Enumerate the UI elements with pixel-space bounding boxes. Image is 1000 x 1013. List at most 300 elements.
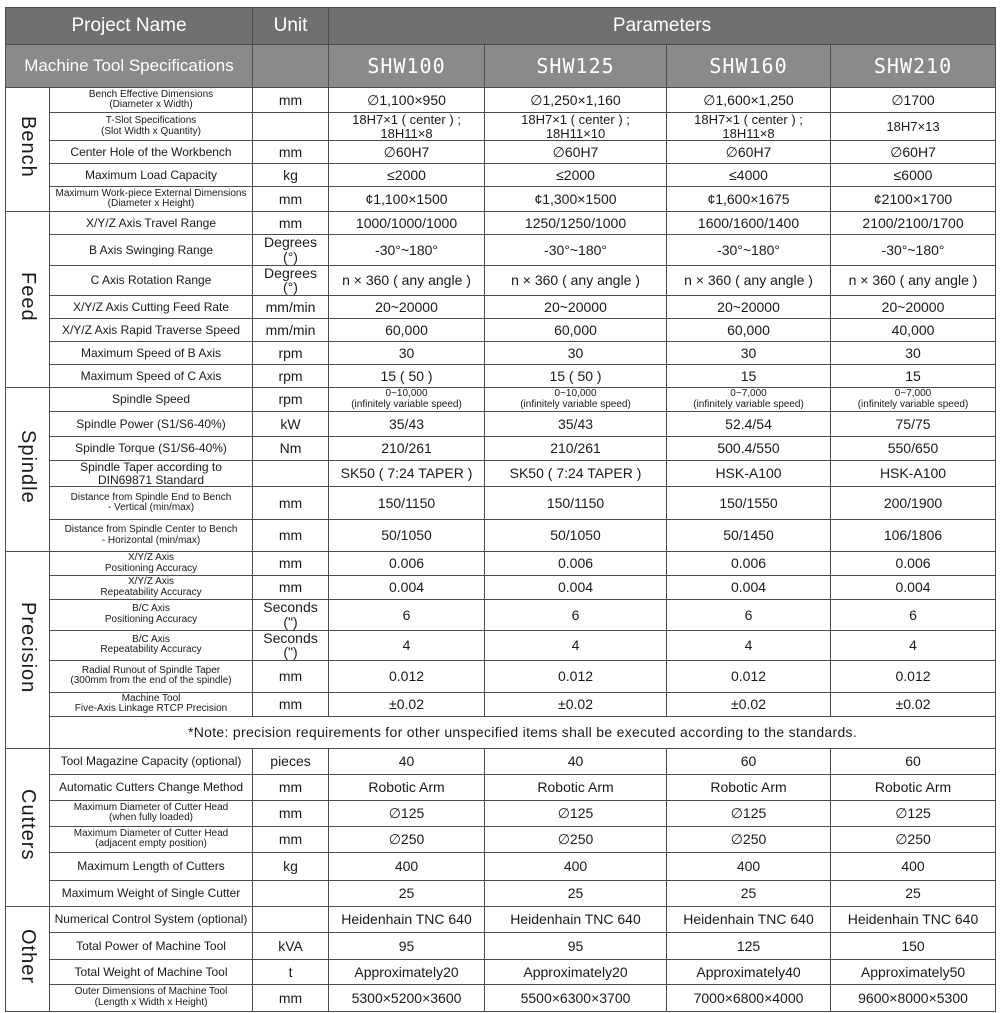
- value: Robotic Arm: [537, 779, 614, 796]
- value: 40: [567, 753, 584, 770]
- spec-name: X/Y/Z Axis: [127, 552, 175, 564]
- value: 210/261: [381, 440, 432, 457]
- value: ∅125: [730, 805, 767, 822]
- value: 95: [398, 937, 415, 954]
- value: ≤6000: [893, 166, 933, 183]
- value-cell: [667, 113, 831, 141]
- table-row: [6, 461, 996, 487]
- spec-name: B/C Axis: [132, 603, 170, 615]
- group-label-cell: [6, 552, 50, 749]
- table-row: [6, 959, 996, 984]
- value: Heidenhain TNC 640: [847, 911, 979, 928]
- spec-name: Radial Runout of Spindle Taper: [81, 664, 221, 676]
- value: 20~20000: [717, 298, 780, 315]
- unit-cell: kg: [253, 164, 329, 187]
- spec-name-sub: Positioning Accuracy: [104, 613, 198, 625]
- value: ¢2100×1700: [873, 190, 953, 207]
- spec-name-sub: (300mm from the end of the spindle): [70, 675, 232, 687]
- spec-name-cell: [50, 319, 253, 342]
- value-cell: [485, 660, 667, 692]
- value: 0.006: [388, 555, 425, 572]
- value-cell: [329, 748, 485, 774]
- spec-name-cell: [50, 552, 253, 576]
- table-row: [6, 630, 996, 660]
- table-row: [6, 660, 996, 692]
- value: ∅125: [388, 805, 425, 822]
- value-cell: [667, 800, 831, 826]
- value: 0~10,000: [385, 388, 428, 400]
- group-label: Bench: [17, 116, 39, 178]
- value: 0.012: [557, 668, 594, 685]
- value-cell: [485, 880, 667, 906]
- value-cell: [831, 906, 996, 932]
- value-cell: [831, 212, 996, 235]
- spec-name-cell: [50, 826, 253, 852]
- value-sub: (infinitely variable speed): [351, 398, 462, 410]
- value: n × 360 ( any angle ): [684, 272, 813, 288]
- value-cell: [667, 235, 831, 265]
- unit-cell: mm: [253, 487, 329, 520]
- value: 4: [402, 636, 411, 653]
- value-cell: [329, 296, 485, 319]
- value-cell: [329, 826, 485, 852]
- table-row: [6, 932, 996, 959]
- value: 1000/1000/1000: [355, 214, 458, 231]
- value-cell: [667, 880, 831, 906]
- value: 40,000: [891, 321, 935, 338]
- value: 210/261: [550, 440, 601, 457]
- value-sub: 18H11×8: [380, 125, 433, 141]
- value: ∅60H7: [725, 143, 772, 160]
- spec-name-cell: [50, 852, 253, 880]
- project-name-header: Project Name: [6, 8, 253, 45]
- value: 400: [394, 858, 419, 875]
- value-cell: [831, 984, 996, 1011]
- model-header: SHW160: [667, 45, 831, 88]
- value: 6: [402, 606, 411, 623]
- value-cell: [831, 235, 996, 265]
- value-cell: [831, 319, 996, 342]
- unit-cell: Seconds ("): [253, 600, 329, 630]
- value: 18H7×1 ( center ) ;: [352, 112, 461, 127]
- value: ∅250: [388, 831, 425, 848]
- value-cell: [485, 265, 667, 295]
- value-cell: [485, 113, 667, 141]
- spec-name: X/Y/Z Axis Rapid Traverse Speed: [61, 322, 241, 337]
- unit-cell: mm/min: [253, 296, 329, 319]
- value: 0.006: [895, 555, 931, 572]
- value: 35/43: [557, 415, 594, 432]
- unit-cell: [253, 113, 329, 141]
- unit-cell: rpm: [253, 388, 329, 412]
- value-cell: [831, 576, 996, 600]
- spec-name: Maximum Length of Cutters: [77, 859, 225, 874]
- value-cell: [329, 141, 485, 164]
- value-cell: [831, 265, 996, 295]
- unit-cell: mm: [253, 552, 329, 576]
- value: 30: [567, 344, 584, 361]
- value-sub: 18H11×10: [545, 125, 606, 141]
- table-row: [6, 296, 996, 319]
- value-cell: [667, 552, 831, 576]
- value-cell: [485, 959, 667, 984]
- unit-cell: kVA: [253, 932, 329, 959]
- value-cell: [831, 932, 996, 959]
- value: 1600/1600/1400: [697, 214, 800, 231]
- table-row: [6, 141, 996, 164]
- table-row: [6, 365, 996, 388]
- value: ∅125: [557, 805, 594, 822]
- spec-name: Machine Tool: [121, 692, 181, 704]
- spec-name-cell: [50, 365, 253, 388]
- value: 0~7,000: [894, 388, 932, 400]
- group-label: Precision: [17, 601, 39, 694]
- value: ∅60H7: [890, 143, 936, 160]
- value-cell: [329, 630, 485, 660]
- spec-body: [6, 88, 996, 1012]
- value-cell: [831, 164, 996, 187]
- value: 50/1050: [381, 527, 432, 544]
- group-label: Cutters: [17, 789, 39, 861]
- value: 0.004: [557, 579, 594, 596]
- value: 150: [901, 937, 925, 954]
- value: 0.004: [388, 579, 425, 596]
- value: 30: [905, 344, 921, 361]
- value: 106/1806: [883, 527, 943, 544]
- value-cell: [831, 296, 996, 319]
- spec-table: [5, 7, 996, 1012]
- unit-cell: mm/min: [253, 319, 329, 342]
- table-row: [6, 906, 996, 932]
- value: n × 360 ( any angle ): [511, 272, 640, 288]
- value: 5300×5200×3600: [351, 989, 462, 1006]
- value-cell: [831, 748, 996, 774]
- spec-name: Maximum Load Capacity: [84, 167, 218, 182]
- value: 1250/1250/1000: [524, 214, 627, 231]
- spec-name-sub: (Diameter x Width): [109, 99, 193, 110]
- value: 550/650: [887, 440, 939, 457]
- table-row: [6, 520, 996, 552]
- spec-name-sub: Repeatability Accuracy: [100, 644, 202, 656]
- value: ¢1,100×1500: [365, 190, 448, 207]
- value-cell: [485, 692, 667, 716]
- value-cell: [667, 388, 831, 412]
- value: 9600×8000×5300: [858, 989, 968, 1006]
- table-row: [6, 880, 996, 906]
- value-cell: [667, 660, 831, 692]
- value-cell: [485, 187, 667, 212]
- model-header: SHW125: [485, 45, 667, 88]
- value-cell: [485, 235, 667, 265]
- value-cell: [667, 692, 831, 716]
- spec-name-sub: Repeatability Accuracy: [100, 586, 202, 598]
- value-cell: [329, 88, 485, 113]
- value: 75/75: [895, 415, 931, 432]
- value: 400: [901, 858, 925, 875]
- table-row: [6, 487, 996, 520]
- value: 25: [905, 885, 921, 902]
- value-cell: [831, 552, 996, 576]
- spec-name-cell: [50, 342, 253, 365]
- table-row: [6, 388, 996, 412]
- value: Approximately50: [860, 963, 966, 980]
- unit-cell: mm: [253, 984, 329, 1011]
- value-cell: [329, 388, 485, 412]
- group-label: Other: [17, 928, 39, 984]
- value: 0.006: [557, 555, 594, 572]
- value: 500.4/550: [717, 440, 780, 457]
- machine-tool-specifications-header: Machine Tool Specifications: [6, 45, 253, 88]
- value-cell: [831, 692, 996, 716]
- table-row: [6, 984, 996, 1011]
- value-cell: [329, 235, 485, 265]
- value: HSK-A100: [879, 465, 947, 482]
- group-label-cell: [6, 388, 50, 552]
- value: 60,000: [727, 321, 770, 338]
- spec-name-cell: [50, 296, 253, 319]
- value: Robotic Arm: [368, 779, 445, 796]
- value: n × 360 ( any angle ): [848, 272, 978, 288]
- unit-cell: pieces: [253, 748, 329, 774]
- table-row: [6, 437, 996, 461]
- value-cell: [667, 487, 831, 520]
- value-cell: [667, 141, 831, 164]
- spec-name-cell: [50, 984, 253, 1011]
- model-row: [6, 45, 996, 88]
- value: -30°~180°: [717, 241, 780, 258]
- unit-cell: t: [253, 959, 329, 984]
- spec-name-cell: [50, 235, 253, 265]
- value-cell: [329, 342, 485, 365]
- spec-name: Tool Magazine Capacity (optional): [60, 754, 242, 769]
- value: 18H7×13: [886, 118, 940, 134]
- spec-name: Spindle Power (S1/S6-40%): [76, 416, 226, 431]
- unit-cell: rpm: [253, 365, 329, 388]
- group-label-cell: [6, 906, 50, 1011]
- spec-name-cell: [50, 932, 253, 959]
- group-label-cell: [6, 748, 50, 906]
- value-cell: [329, 660, 485, 692]
- value-cell: [667, 576, 831, 600]
- value: 60: [740, 753, 757, 770]
- spec-name: Maximum Speed of C Axis: [80, 368, 222, 383]
- value-cell: [485, 932, 667, 959]
- value-cell: [667, 906, 831, 932]
- value-cell: [667, 437, 831, 461]
- value: ∅250: [557, 831, 594, 848]
- spec-name: Outer Dimensions of Machine Tool: [74, 986, 228, 998]
- value: 35/43: [388, 415, 425, 432]
- unit-cell: kg: [253, 852, 329, 880]
- value-cell: [831, 880, 996, 906]
- value-cell: [485, 296, 667, 319]
- table-row: [6, 265, 996, 295]
- value: Heidenhain TNC 640: [510, 911, 641, 928]
- spec-name-cell: [50, 164, 253, 187]
- value: ¢1,300×1500: [534, 190, 617, 207]
- value-cell: [667, 461, 831, 487]
- spec-name: B/C Axis: [132, 633, 170, 645]
- value: 18H7×1 ( center ) ;: [694, 112, 803, 127]
- unit-cell: [253, 880, 329, 906]
- spec-name: Spindle Speed: [111, 392, 191, 407]
- value-cell: [329, 774, 485, 800]
- unit-cell: mm: [253, 800, 329, 826]
- value: ∅250: [730, 831, 767, 848]
- value: 0~7,000: [730, 388, 767, 400]
- value-cell: [831, 800, 996, 826]
- unit-cell: mm: [253, 692, 329, 716]
- value: Approximately40: [696, 963, 801, 980]
- value: ∅1,600×1,250: [703, 91, 794, 108]
- value-cell: [831, 959, 996, 984]
- value: 0.012: [388, 668, 425, 685]
- value: Robotic Arm: [874, 779, 952, 796]
- value-cell: [329, 487, 485, 520]
- value: 400: [736, 858, 761, 875]
- value-cell: [667, 212, 831, 235]
- value-cell: [831, 187, 996, 212]
- spec-name-sub: Five-Axis Linkage RTCP Precision: [74, 703, 228, 715]
- value: 200/1900: [883, 494, 943, 511]
- value: ∅125: [895, 805, 931, 822]
- model-header: SHW210: [831, 45, 996, 88]
- value: Heidenhain TNC 640: [683, 911, 814, 928]
- spec-name: Spindle Torque (S1/S6-40%): [75, 441, 227, 456]
- value: 5500×6300×3700: [520, 989, 631, 1006]
- value: 60,000: [554, 321, 597, 338]
- value-cell: [329, 880, 485, 906]
- value: ±0.02: [895, 696, 931, 713]
- value-cell: [485, 437, 667, 461]
- value-cell: [667, 959, 831, 984]
- value: Heidenhain TNC 640: [341, 911, 472, 928]
- value-cell: [485, 748, 667, 774]
- value: 25: [567, 885, 584, 902]
- spec-name: Automatic Cutters Change Method: [58, 780, 244, 795]
- table-row: [6, 600, 996, 630]
- spec-name-cell: [50, 880, 253, 906]
- value-cell: [485, 141, 667, 164]
- value: -30°~180°: [375, 241, 438, 258]
- value-cell: [329, 576, 485, 600]
- unit-cell: Degrees (°): [253, 235, 329, 265]
- unit-cell: mm: [253, 774, 329, 800]
- value: 400: [563, 858, 588, 875]
- spec-name-sub: (when fully loaded): [109, 812, 193, 824]
- value: 2100/2100/1700: [862, 214, 964, 231]
- spec-name-sub: - Horizontal (min/max): [101, 534, 201, 546]
- value-cell: [667, 88, 831, 113]
- unit-blank-header: [253, 45, 329, 88]
- value: ∅60H7: [383, 143, 430, 160]
- spec-name-cell: [50, 576, 253, 600]
- value: 6: [744, 606, 753, 623]
- unit-cell: rpm: [253, 342, 329, 365]
- value-cell: [667, 826, 831, 852]
- spec-name: T-Slot Specifications: [105, 115, 197, 127]
- unit-cell: Seconds ("): [253, 630, 329, 660]
- value: ∅60H7: [552, 143, 599, 160]
- value-cell: [831, 630, 996, 660]
- value-cell: [329, 552, 485, 576]
- value-cell: [667, 365, 831, 388]
- value-cell: [831, 141, 996, 164]
- spec-name-cell: [50, 487, 253, 520]
- value-cell: [831, 660, 996, 692]
- value: 4: [571, 636, 580, 653]
- value-cell: [667, 187, 831, 212]
- value-cell: [329, 520, 485, 552]
- spec-name: Maximum Diameter of Cutter Head: [73, 827, 229, 839]
- value-sub: 18H11×8: [722, 125, 775, 141]
- spec-name: Center Hole of the Workbench: [70, 144, 232, 159]
- value-cell: [667, 774, 831, 800]
- value-cell: [329, 113, 485, 141]
- spec-name: C Axis Rotation Range: [90, 273, 212, 288]
- value: 50/1050: [550, 527, 601, 544]
- value-cell: [485, 88, 667, 113]
- spec-name-sub: - Vertical (min/max): [107, 502, 195, 514]
- spec-name: Distance from Spindle Center to Bench: [64, 524, 238, 536]
- value-cell: [485, 520, 667, 552]
- spec-name: X/Y/Z Axis Cutting Feed Rate: [72, 299, 230, 314]
- value-cell: [329, 319, 485, 342]
- spec-name: Numerical Control System (optional): [54, 912, 248, 927]
- value-cell: [485, 164, 667, 187]
- value: ±0.02: [558, 696, 593, 713]
- value-cell: [485, 774, 667, 800]
- spec-name-cell: [50, 412, 253, 437]
- value-cell: [329, 365, 485, 388]
- value-cell: [485, 826, 667, 852]
- value-cell: [831, 774, 996, 800]
- unit-cell: Degrees (°): [253, 265, 329, 295]
- value: 30: [740, 344, 757, 361]
- value-cell: [831, 487, 996, 520]
- value: 150/1150: [546, 494, 605, 511]
- spec-name: Maximum Weight of Single Cutter: [61, 886, 241, 901]
- table-row: [6, 576, 996, 600]
- spec-name-cell: [50, 88, 253, 113]
- value-cell: [329, 932, 485, 959]
- value: 52.4/54: [725, 415, 772, 432]
- value-cell: [485, 412, 667, 437]
- spec-name-cell: [50, 959, 253, 984]
- table-row: [6, 774, 996, 800]
- table-row: [6, 412, 996, 437]
- spec-name-cell: [50, 630, 253, 660]
- spec-name-cell: [50, 388, 253, 412]
- spec-name: X/Y/Z Axis Travel Range: [85, 215, 217, 230]
- spec-name-cell: [50, 774, 253, 800]
- value: ∅1700: [891, 91, 935, 108]
- spec-name-cell: [50, 141, 253, 164]
- precision-note: *Note: precision requirements for other unspecified items shall be executed according to the standards.: [50, 716, 996, 748]
- group-label-cell: [6, 212, 50, 388]
- unit-cell: Nm: [253, 437, 329, 461]
- value-cell: [485, 600, 667, 630]
- value: n × 360 ( any angle ): [342, 272, 471, 288]
- value-cell: [485, 487, 667, 520]
- value-cell: [667, 296, 831, 319]
- value: 40: [398, 753, 415, 770]
- table-row: [6, 88, 996, 113]
- unit-header: Unit: [253, 8, 329, 45]
- value-cell: [667, 342, 831, 365]
- unit-cell: [253, 906, 329, 932]
- value: SK50 ( 7:24 TAPER ): [509, 465, 642, 482]
